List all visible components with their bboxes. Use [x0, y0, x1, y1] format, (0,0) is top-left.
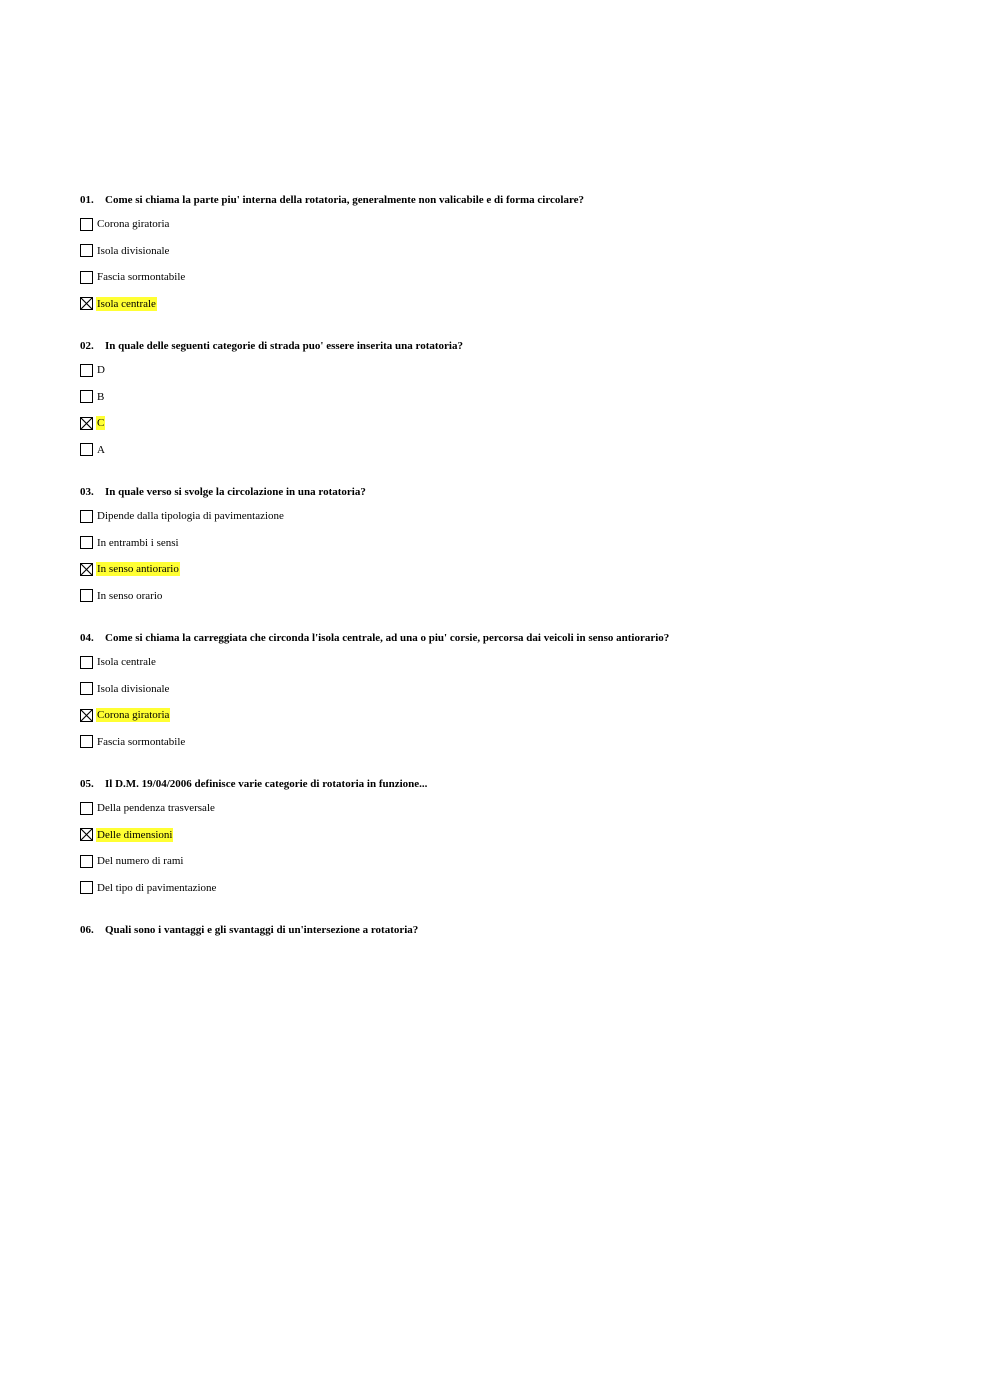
question-text: In quale delle seguenti categorie di strada puo' essere inserita una rotatoria?: [105, 340, 463, 352]
question-text: Quali sono i vantaggi e gli svantaggi di un'intersezione a rotatoria?: [105, 924, 419, 936]
checkbox-checked-icon[interactable]: [80, 563, 93, 576]
answer-label-highlighted: Corona giratoria: [97, 709, 170, 722]
question-text: Il D.M. 19/04/2006 definisce varie categorie di rotatoria in funzione...: [105, 778, 428, 790]
checkbox-unchecked-icon[interactable]: [80, 735, 93, 748]
answer-option[interactable]: [80, 384, 960, 411]
answer-option[interactable]: [80, 238, 960, 265]
checkbox-unchecked-icon[interactable]: [80, 881, 93, 894]
answer-label: Del tipo di pavimentazione: [97, 881, 217, 894]
checkbox-checked-icon[interactable]: [80, 417, 93, 430]
checkbox-unchecked-icon[interactable]: [80, 244, 93, 257]
question-heading: [80, 631, 960, 645]
answer-option[interactable]: [80, 649, 960, 676]
answer-option[interactable]: [80, 729, 960, 756]
answer-option-correct[interactable]: [80, 822, 960, 849]
answer-label-highlighted: C: [97, 417, 105, 430]
question-number: 05.: [80, 778, 94, 790]
question-heading: [80, 339, 960, 353]
checkbox-unchecked-icon[interactable]: [80, 390, 93, 403]
checkbox-unchecked-icon[interactable]: [80, 218, 93, 231]
checkbox-checked-icon[interactable]: [80, 709, 93, 722]
answer-label: Isola divisionale: [97, 244, 170, 257]
checkbox-unchecked-icon[interactable]: [80, 682, 93, 695]
answer-option[interactable]: [80, 676, 960, 703]
checkbox-unchecked-icon[interactable]: [80, 271, 93, 284]
question-02: [80, 339, 960, 463]
checkbox-unchecked-icon[interactable]: [80, 364, 93, 377]
answer-option[interactable]: [80, 530, 960, 557]
question-text: Come si chiama la carreggiata che circonda l'isola centrale, ad una o piu' corsie, percorsa dai veicoli in senso antiorario?: [105, 632, 670, 644]
question-03: [80, 485, 960, 609]
question-number: 01.: [80, 194, 94, 206]
answer-option[interactable]: [80, 437, 960, 464]
checkbox-unchecked-icon[interactable]: [80, 443, 93, 456]
question-heading: [80, 193, 960, 207]
answer-label: A: [97, 443, 105, 456]
checkbox-unchecked-icon[interactable]: [80, 536, 93, 549]
answer-label-highlighted: In senso antiorario: [97, 563, 179, 576]
checkbox-unchecked-icon[interactable]: [80, 589, 93, 602]
answer-option[interactable]: [80, 583, 960, 610]
answer-option[interactable]: [80, 264, 960, 291]
checkbox-unchecked-icon[interactable]: [80, 510, 93, 523]
answer-label: D: [97, 364, 105, 377]
question-heading: [80, 485, 960, 499]
checkbox-checked-icon[interactable]: [80, 828, 93, 841]
answer-options: [80, 503, 960, 609]
answer-option[interactable]: [80, 875, 960, 902]
question-number: 06.: [80, 924, 94, 936]
answer-label: Della pendenza trasversale: [97, 802, 215, 815]
answer-option-correct[interactable]: [80, 702, 960, 729]
checkbox-unchecked-icon[interactable]: [80, 656, 93, 669]
answer-label: Del numero di rami: [97, 855, 184, 868]
answer-option-correct[interactable]: [80, 291, 960, 318]
question-text: Come si chiama la parte piu' interna della rotatoria, generalmente non valicabile e di forma circolare?: [105, 194, 585, 206]
question-06: [80, 923, 960, 937]
answer-label: Isola centrale: [97, 656, 156, 669]
answer-option[interactable]: [80, 503, 960, 530]
answer-options: [80, 795, 960, 901]
question-number: 02.: [80, 340, 94, 352]
checkbox-unchecked-icon[interactable]: [80, 855, 93, 868]
question-number: 03.: [80, 486, 94, 498]
answer-options: [80, 649, 960, 755]
answer-label: Dipende dalla tipologia di pavimentazione: [97, 510, 284, 523]
answer-label: In senso orario: [97, 589, 163, 602]
question-heading: [80, 777, 960, 791]
question-05: [80, 777, 960, 901]
quiz-document: [80, 193, 960, 941]
question-text: In quale verso si svolge la circolazione in una rotatoria?: [105, 486, 366, 498]
answer-option[interactable]: [80, 357, 960, 384]
answer-option-correct[interactable]: [80, 410, 960, 437]
answer-options: [80, 211, 960, 317]
answer-option[interactable]: [80, 211, 960, 238]
answer-option-correct[interactable]: [80, 556, 960, 583]
answer-label: Corona giratoria: [97, 218, 170, 231]
question-number: 04.: [80, 632, 94, 644]
answer-label: Fascia sormontabile: [97, 735, 186, 748]
answer-label: Isola divisionale: [97, 682, 170, 695]
checkbox-unchecked-icon[interactable]: [80, 802, 93, 815]
answer-label-highlighted: Isola centrale: [97, 297, 156, 310]
answer-label: Fascia sormontabile: [97, 271, 186, 284]
answer-label-highlighted: Delle dimensioni: [97, 828, 173, 841]
answer-label: In entrambi i sensi: [97, 536, 179, 549]
answer-label: B: [97, 390, 105, 403]
answer-option[interactable]: [80, 848, 960, 875]
question-04: [80, 631, 960, 755]
answer-options: [80, 357, 960, 463]
question-01: [80, 193, 960, 317]
checkbox-checked-icon[interactable]: [80, 297, 93, 310]
answer-option[interactable]: [80, 795, 960, 822]
question-heading: [80, 923, 960, 937]
